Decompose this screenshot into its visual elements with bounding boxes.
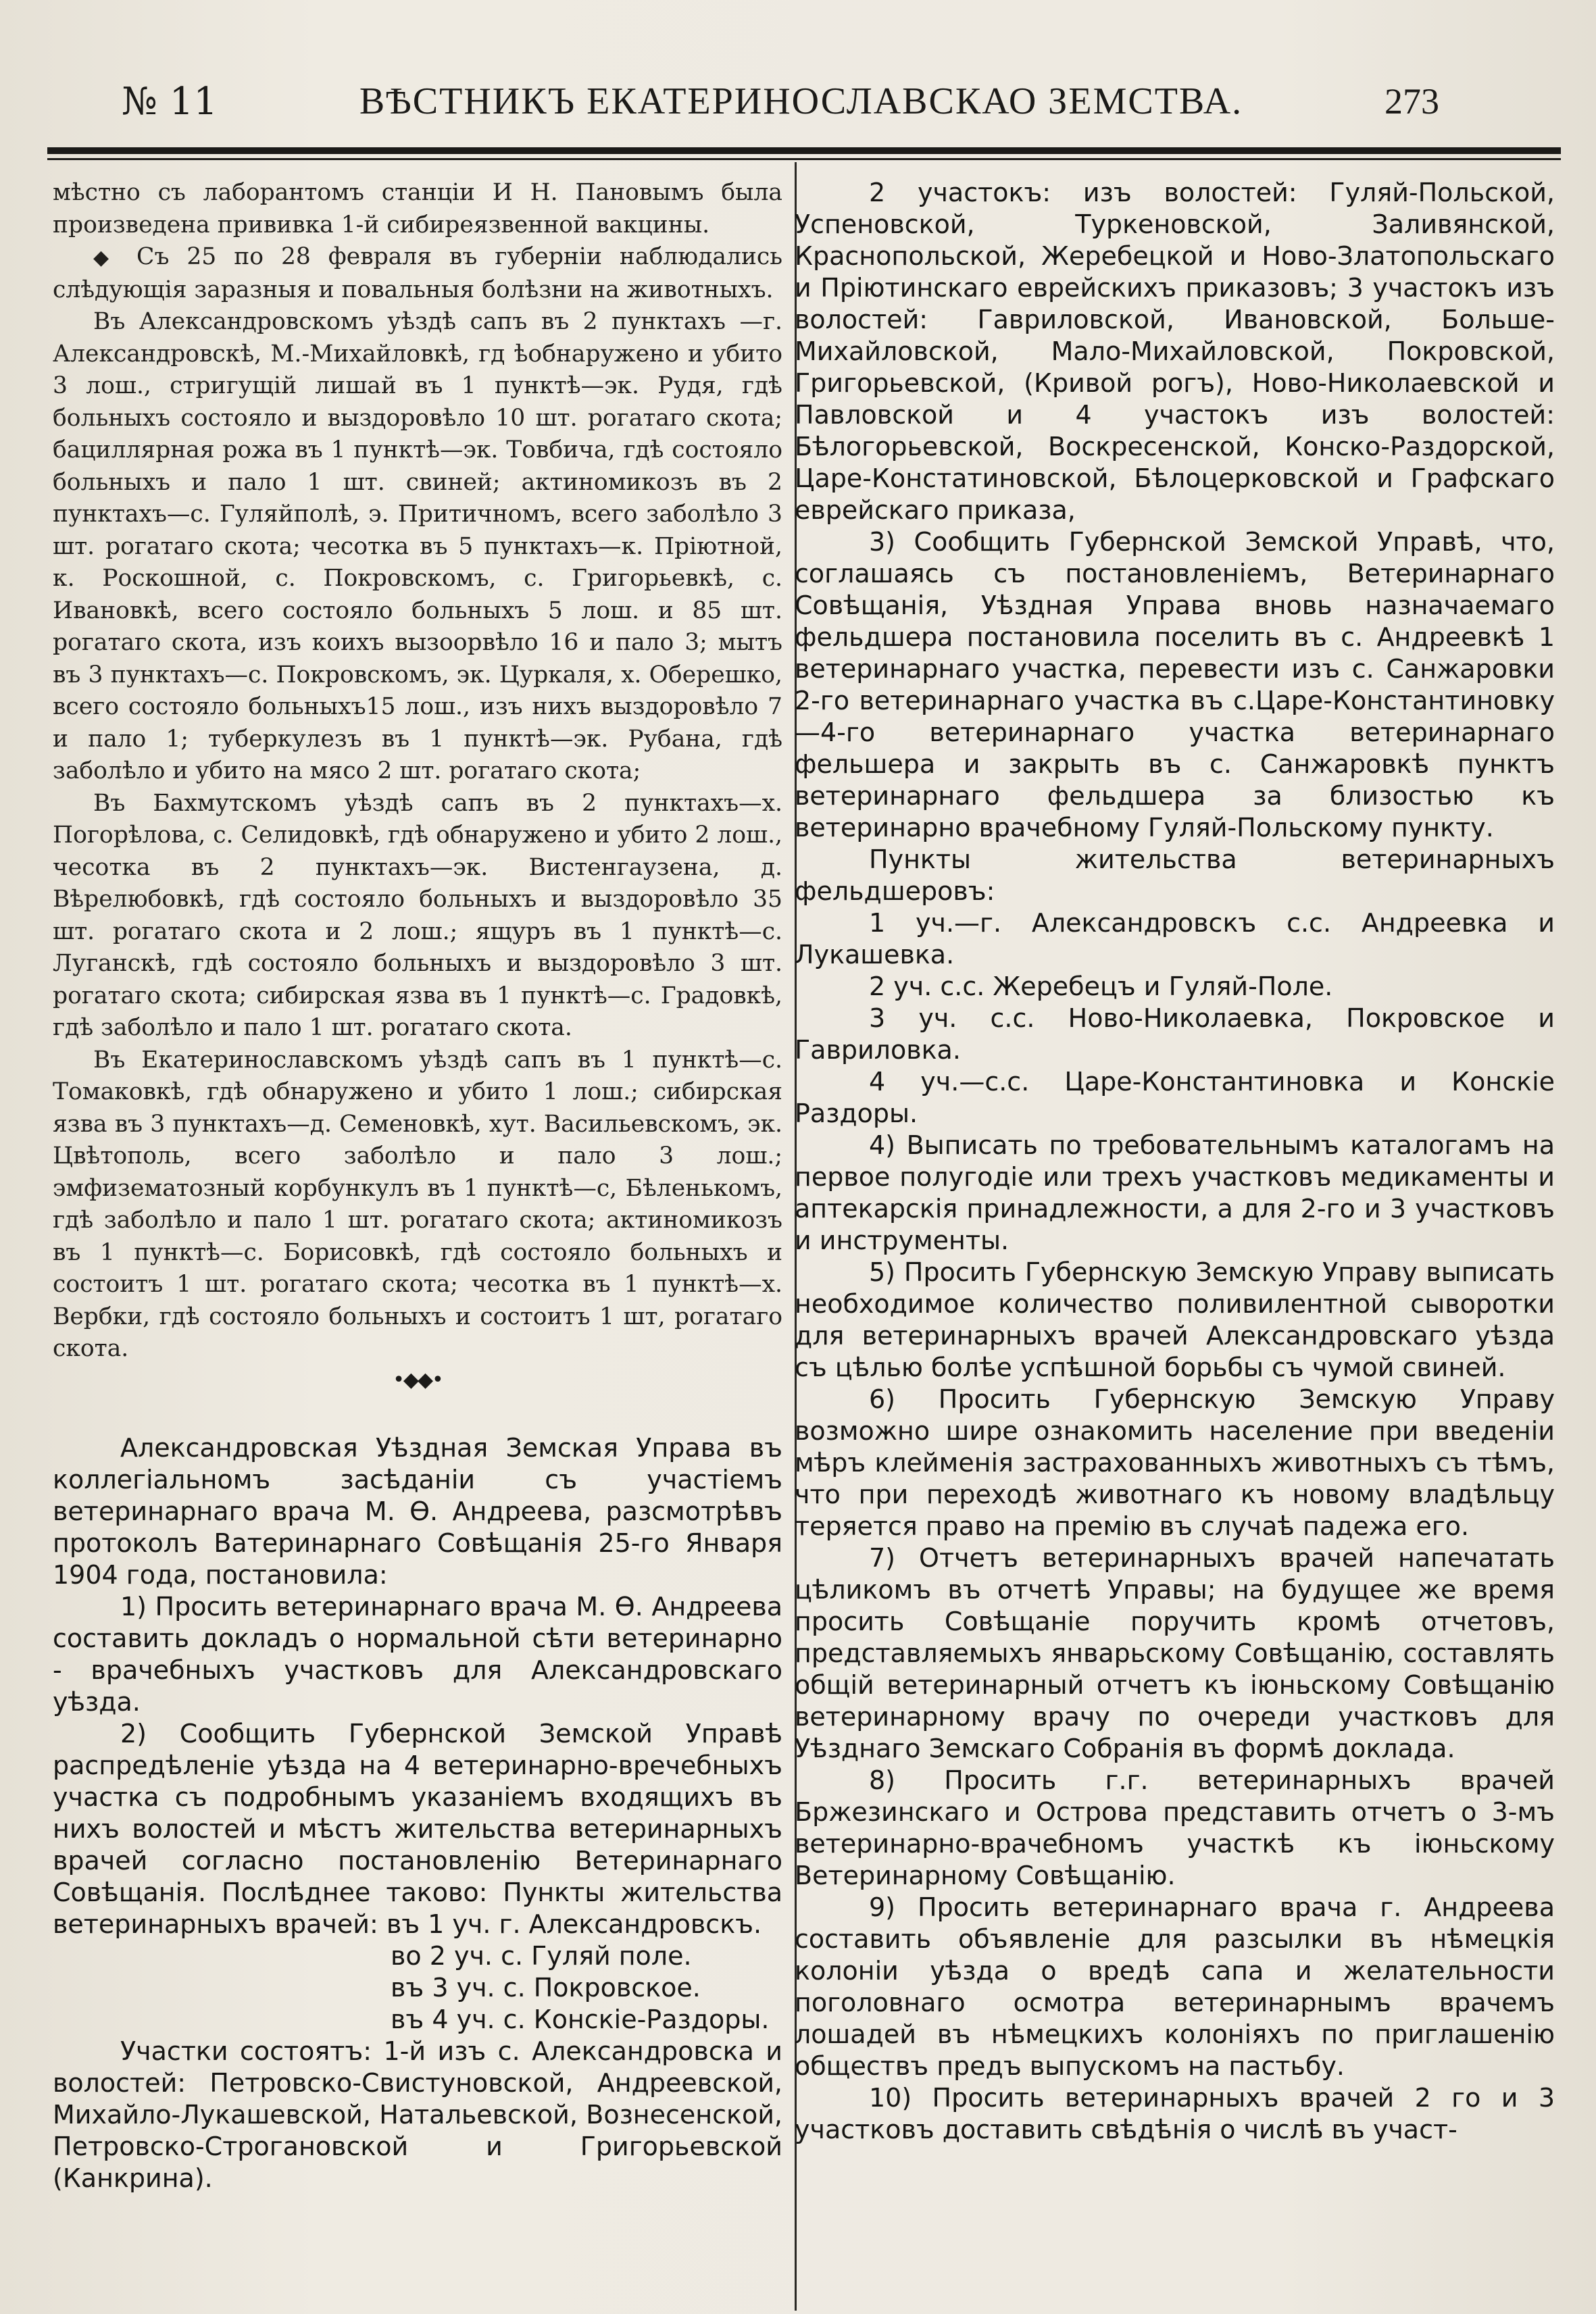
- header-rule-thick: [47, 147, 1561, 154]
- paragraph: 2) Сообщить Губернской Земской Управѣ распредѣленіе уѣзда на 4 ветеринарно-вречебныхъ участка съ подробнымъ указаніемъ входящихъ въ нихъ волостей и мѣстъ жительства ветеринарныхъ врачей согласно постановленію Ветеринарнаго Совѣщанія. Послѣднее таково: Пункты жительства ветеринарныхъ врачей: въ 1 уч. г. Александровскъ.: [53, 1718, 782, 1939]
- staff-line: въ 3 уч. с. Покровское.: [391, 1972, 701, 2003]
- paragraph: Въ Бахмутскомъ уѣздѣ сапъ въ 2 пунктахъ—х. Погорѣлова, с. Селидовкѣ, гдѣ обнаружено и убито 2 лош., чесотка въ 2 пунктахъ—эк. Вистенгаузена, д. Вѣрелюбовкѣ, гдѣ состояло больныхъ и выздоровѣло 35 шт. рогатаго скота и 2 лош.; ящуръ въ 1 пунктѣ—с. Луганскѣ, гдѣ состояло больныхъ и выздоровѣло 3 шт. рогатаго скота; сибирская язва въ 1 пунктѣ—с. Градовкѣ, гдѣ заболѣло и пало 1 шт. рогатаго скота.: [53, 789, 782, 1041]
- paragraph: 9) Просить ветеринарнаго врача г. Андреева составить объявленіе для разсылки въ нѣмецкія колоніи уѣзда о вредѣ сапа и желательности поголовнаго осмотра ветеринарнымъ врачемъ лошадей въ нѣмецкихъ колоніяхъ по приглашенію обществъ предъ выпускомъ на пастьбу.: [795, 1892, 1555, 2081]
- paragraph: 6) Просить Губернскую Земскую Управу возможно шире ознакомить население при введеніи мѣръ клейменія застрахованныхъ животныхъ съ тѣмъ, что при переходѣ животнаго къ новому владѣльцу теряется право на премію въ случаѣ падежа его.: [795, 1384, 1555, 1541]
- page-header: [47, 68, 1561, 135]
- paragraph: 3 уч. с.с. Ново-Николаевка, Покровское и Гавриловка.: [795, 1003, 1555, 1065]
- section-divider-ornament: •◆◆•: [393, 1367, 443, 1392]
- paragraph: 5) Просить Губернскую Земскую Управу выписать необходимое количество поливилентной сыворотки для ветеринарныхъ врачей Александровскаго уѣзда съ цѣлью болѣе успѣшной борьбы съ чумой свиней.: [795, 1257, 1555, 1382]
- left-column: [53, 177, 782, 2194]
- paragraph: Въ Александровскомъ уѣздѣ сапъ въ 2 пунктахъ —г. Александровскѣ, М.-Михайловкѣ, гд ѣобнаружено и убито 3 лош., стригущій лишай въ 1 пунктѣ—эк. Рудя, гдѣ больныхъ состояло и выздоровѣло 10 шт. рогатаго скота; бациллярная рожа въ 1 пунктѣ—эк. Товбича, гдѣ состояло больныхъ и пало 1 шт. свиней; актиномикозъ въ 2 пунктахъ—с. Гуляйполѣ, э. Притичномъ, всего заболѣло 3 шт. рогатаго скота; чесотка въ 5 пунктахъ—к. Пріютной, к. Роскошной, с. Покровскомъ, с. Григорьевкѣ, с. Ивановкѣ, всего состояло больныхъ 5 лош. и 85 шт. рогатаго скота, изъ коихъ вызоорвѣло 16 и пало 3; мытъ въ 3 пунктахъ—с. Покровскомъ, эк. Цуркаля, х. Оберешко, всего состояло больныхъ15 лош., изъ нихъ выздоровѣло 7 и пало 1; туберкулезъ въ 1 пунктѣ—эк. Рубана, гдѣ заболѣло и убито на мясо 2 шт. рогатаго скота;: [53, 308, 782, 784]
- paragraph: Пункты жительства ветеринарныхъ фельдшеровъ:: [795, 845, 1555, 906]
- disease-report: [53, 177, 782, 1365]
- paragraph: 2 участокъ: изъ волостей: Гуляй-Польской, Успеновской, Туркеновской, Заливянской, Краснопольской, Жеребецкой и Ново-Златопольскаго и Пріютинскаго еврейскихъ приказовъ; 3 участокъ изъ волостей: Гавриловской, Ивановской, Больше-Михайловской, Мало-Михайловской, Покровской, Григорьевской, (Кривой рогъ), Ново-Николаевской и Павловской и 4 участокъ изъ волостей: Бѣлогорьевской, Воскресенской, Конско-Раздорской, Царе-Констатиновской, Бѣлоцерковской и Графскаго еврейскаго приказа,: [795, 178, 1555, 525]
- paragraph: 3) Сообщить Губернской Земской Управѣ, что, соглашаясь съ постановленіемъ, Ветеринарнаго Совѣщанія, Уѣздная Управа вновь назначаемаго фельдшера постановила поселить въ с. Андреевкѣ 1 ветеринарнаго участка, перевести изъ с. Санжаровки 2-го ветеринарнаго участка въ с.Царе-Константиновку—4-го ветеринарнаго участка ветеринарнаго фельшера и закрыть въ с. Санжаровкѣ пунктъ ветеринарнаго фельдшера за близостью къ ветеринарно врачебному Гуляй-Польскому пункту.: [795, 527, 1555, 842]
- section-mark-icon: ◆: [93, 246, 120, 270]
- paragraph: Александровская Уѣздная Земская Управа въ коллегіальномъ засѣданіи съ участіемъ ветеринарнаго врача М. Ѳ. Андреева, разсмотрѣвъ протоколъ Ватеринарнаго Совѣщанія 25-го Января 1904 года, постановила:: [53, 1432, 782, 1590]
- issue-number: № 11: [122, 79, 218, 124]
- paragraph: 8) Просить г.г. ветеринарныхъ врачей Бржезинскаго и Острова представить отчетъ о 3-мъ ветеринарно-врачебномъ участкѣ къ іюньскому Ветеринарному Совѣщанію.: [795, 1765, 1555, 1890]
- paragraph: 1) Просить ветеринарнаго врача М. Ѳ. Андреева составить докладъ о нормальной сѣти ветеринарно - врачебныхъ участковъ для Александровскаго уѣзда.: [53, 1591, 782, 1717]
- paragraph: 7) Отчетъ ветеринарныхъ врачей напечатать цѣликомъ въ отчетѣ Управы; на будущее же время просить Совѣщаніе поручить кромѣ отчетовъ, представляемыхъ январьскому Совѣщанію, составлять общій ветеринарный отчетъ къ іюньскому Совѣщанію ветеринарному врачу по очереди участковъ для Уѣзднаго Земскаго Собранія въ формѣ доклада.: [795, 1543, 1555, 1763]
- staff-line: во 2 уч. с. Гуляй поле.: [391, 1940, 692, 1971]
- paragraph: Участки состоятъ: 1-й изъ с. Александровска и волостей: Петровско-Свистуновской, Андреевской, Михайло-Лукашевской, Натальевской, Вознесенской, Петровско-Строгановской и Григорьевской (Канкрина).: [53, 2036, 782, 2193]
- staff-line: въ 4 уч. с. Конскіе-Раздоры.: [391, 2004, 770, 2034]
- paragraph: 4) Выписать по требовательнымъ каталогамъ на первое полугодіе или трехъ участковъ медикаменты и аптекарскія принадлежности, а для 2-го и 3 участковъ и инструменты.: [795, 1130, 1555, 1255]
- paragraph: 1 уч.—г. Александровскъ с.с. Андреевка и Лукашевка.: [795, 908, 1555, 970]
- paragraph: 10) Просить ветеринарныхъ врачей 2 го и 3 участковъ доставить свѣдѣнія о числѣ въ участ-: [795, 2083, 1555, 2144]
- paragraph: 2 уч. с.с. Жеребецъ и Гуляй-Поле.: [869, 972, 1333, 1001]
- header-rule-thin: [47, 158, 1561, 160]
- paragraph: ◆ Съ 25 по 28 февраля въ губерніи наблюдались слѣдующія заразныя и повальныя болѣзни на животныхъ.: [53, 243, 783, 303]
- council-resolution: [53, 1432, 782, 2194]
- page-number: 273: [1385, 81, 1439, 122]
- paragraph: Въ Екатеринославскомъ уѣздѣ сапъ въ 1 пунктѣ—с. Томаковкѣ, гдѣ обнаружено и убито 1 лош.; сибирская язва въ 3 пунктахъ—д. Семеновкѣ, хут. Васильевскомъ, эк. Цвѣтополь, всего заболѣло и пало 3 лош.; эмфизематозный корбункулъ въ 1 пунктѣ—с, Бѣленькомъ, гдѣ заболѣло и пало 1 шт. рогатаго скота; актиномикозъ въ 1 пунктѣ—с. Борисовкѣ, гдѣ состояло больныхъ и состоитъ 1 шт. рогатаго скота; чесотка въ 1 пунктѣ—х. Вербки, гдѣ состояло больныхъ и состоитъ 1 шт, рогатаго скота.: [53, 1046, 782, 1362]
- paragraph: 4 уч.—с.с. Царе-Константиновка и Конскіе Раздоры.: [795, 1067, 1555, 1128]
- council-resolution-continued: [795, 177, 1555, 2146]
- right-column: [795, 177, 1555, 2146]
- journal-title: ВѢСТНИКЪ ЕКАТЕРИНОСЛАВСКАО ЗЕМСТВА.: [359, 80, 1243, 122]
- paragraph: мѣстно съ лаборантомъ станціи И Н. Пановымъ была произведена прививка 1-й сибиреязвенной вакцины.: [53, 179, 782, 238]
